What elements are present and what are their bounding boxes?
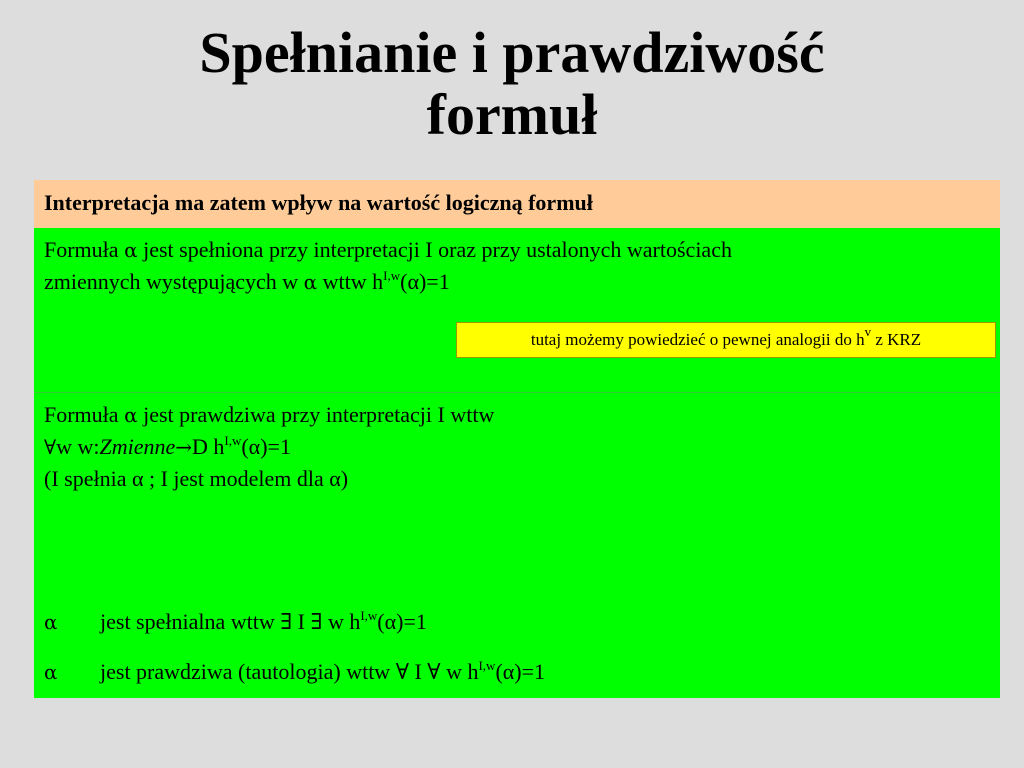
header-row: Interpretacja ma zatem wpływ na wartość logiczną formuł [34,180,1000,228]
tautology-row: α jest prawdziwa (tautologia) wttw ∀ I ∀ w $h^{I,w}(\alpha)=1$ [34,656,1000,688]
superscript: I,w [383,268,401,283]
truth-line-2: ∀w w:Zmienne→D $h^{I,w}(\alpha)=1$ [44,433,291,459]
alpha-symbol: α [44,660,58,684]
alpha-symbol: α [44,610,58,634]
truth-line-1: Formuła α jest prawdziwa przy interpretacji I wttw [44,402,495,427]
superscript: I,w [224,433,242,448]
satisfaction-line-1: Formuła α jest spełniona przy interpretacji I oraz przy ustalonych wartościach [44,237,732,262]
title-line-2: formuł [426,82,598,147]
title-line-1: Spełnianie i prawdziwość [199,20,825,85]
zmienne-italic: Zmienne [99,434,176,459]
superscript: I,w [478,658,496,673]
superscript: v [864,324,872,339]
arrow-symbol: → [175,435,192,459]
alpha-symbol: α [124,403,138,427]
truth-line-3: (I spełnia α ; I jest modelem dla α) [44,466,349,491]
analogy-note: tutaj możemy powiedzieć o pewnej analogii do $h^v$ z KRZ [456,322,996,358]
truth-block [34,392,1000,698]
alpha-symbol: α [303,270,318,294]
alpha-symbol: α [124,238,138,262]
superscript: I,w [360,608,378,623]
page-title [0,22,1024,146]
satisfaction-line-2: zmiennych występujących w α wttw $h^{I,w}(\alpha)=1$ [44,268,450,294]
satisfiable-row: α jest spełnialna wttw ∃ I ∃ w $h^{I,w}(\alpha)=1$ [34,606,1000,638]
forall-symbol: ∀ [44,435,57,459]
satisfaction-block [34,228,1000,392]
